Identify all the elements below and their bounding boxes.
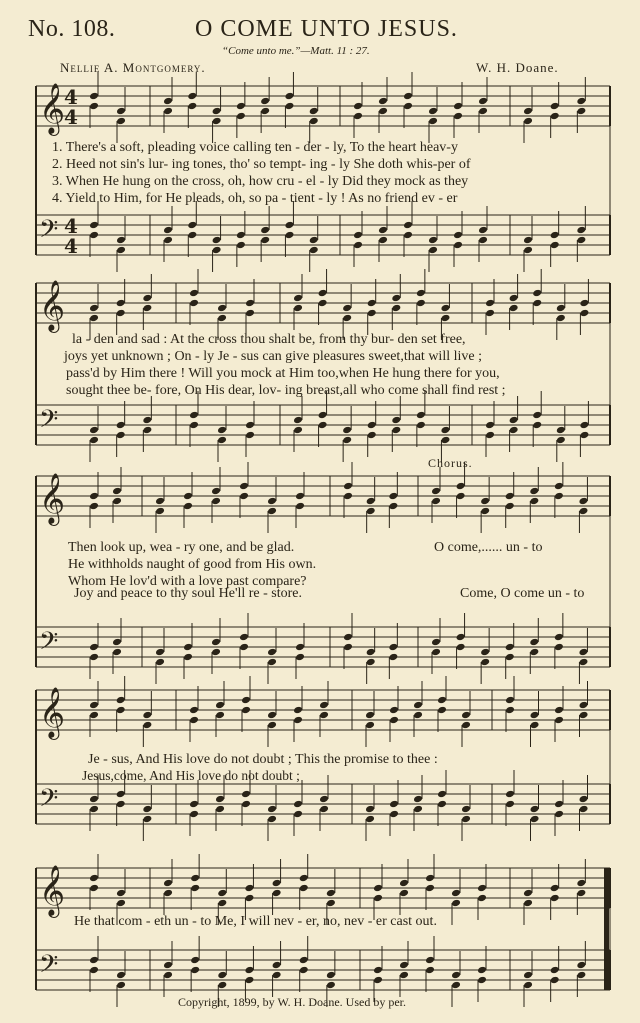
verse-1-line-2: la - den and sad : At the cross thou shalt be, from thy bur- den set free, bbox=[72, 332, 466, 347]
verse-4-line-3: Joy and peace to thy soul He'll re - store. bbox=[74, 586, 303, 601]
chorus-label: Chorus. bbox=[428, 456, 473, 470]
verse-4-line-2: sought thee be- fore, On His dear, lov- ing breast,all who come shall find rest ; bbox=[66, 383, 506, 398]
time-signature-digit: 4 bbox=[64, 214, 78, 238]
chorus-line-2-lower: Jesus,come, And His love do not doubt ; bbox=[82, 768, 300, 783]
chorus-line-2-upper: Je - sus, And His love do not doubt ; This the promise to thee : bbox=[88, 752, 438, 767]
treble-staff-2 bbox=[36, 269, 610, 340]
hymn-number: No. 108. bbox=[28, 16, 116, 42]
scripture-reference: “Come unto me.”—Matt. 11 : 27. bbox=[222, 45, 370, 57]
chorus-line-3: He that com - eth un - to Me, I will nev - er, no, nev - er cast out. bbox=[74, 914, 437, 929]
svg-text:𝄢: 𝄢 bbox=[39, 950, 59, 985]
hymn-title: O COME UNTO JESUS. bbox=[195, 16, 458, 42]
bass-staff-1 bbox=[36, 201, 610, 272]
svg-text:𝄢: 𝄢 bbox=[39, 215, 59, 250]
treble-staff-1 bbox=[36, 72, 610, 143]
svg-text:𝄢: 𝄢 bbox=[39, 627, 59, 662]
composer-credit: W. H. Doane. bbox=[476, 60, 559, 75]
svg-text:𝄢: 𝄢 bbox=[39, 784, 59, 819]
verse-2-line-3: He withholds naught of good from His own. bbox=[68, 557, 317, 572]
verse-3-line-3: Whom He lov'd with a love past compare? bbox=[68, 574, 307, 589]
svg-text:𝄢: 𝄢 bbox=[39, 405, 59, 440]
verse-2-line-1: 2. Heed not sin's lur- ing tones, tho' so tempt- ing - ly She doth whis-per of bbox=[52, 157, 471, 172]
time-signature-digit: 4 bbox=[64, 105, 78, 129]
lyricist-credit: Nellie A. Montgomery. bbox=[60, 60, 206, 75]
copyright-notice: Copyright, 1899, by W. H. Doane. Used by per. bbox=[178, 995, 406, 1009]
svg-text:𝄞: 𝄞 bbox=[39, 473, 66, 524]
svg-text:𝄞: 𝄞 bbox=[39, 83, 66, 134]
time-signature-digit: 4 bbox=[64, 234, 78, 258]
verse-3-line-2: pass'd by Him there ! Will you mock at Him too,when He hung there for you, bbox=[66, 366, 500, 381]
bass-staff-3 bbox=[36, 613, 610, 684]
svg-text:𝄞: 𝄞 bbox=[39, 280, 66, 331]
treble-staff-3 bbox=[36, 462, 610, 533]
treble-staff-4 bbox=[36, 676, 610, 747]
final-barline bbox=[604, 868, 609, 990]
time-signature-digit: 4 bbox=[64, 85, 78, 109]
verse-2-line-2: joys yet unknown ; On - ly Je - sus can give pleasures sweet,that will live ; bbox=[64, 349, 482, 364]
verse-4-line-1: 4. Yield to Him, for He pleads, oh, so pa - tient - ly ! As no friend ev - er bbox=[52, 191, 458, 206]
verse-1-line-1: 1. There's a soft, pleading voice calling ten - der - ly, To the heart heav-y bbox=[52, 140, 458, 155]
svg-text:𝄞: 𝄞 bbox=[39, 865, 66, 916]
verse-1-line-3: Then look up, wea - ry one, and be glad. bbox=[68, 540, 295, 555]
bass-staff-2 bbox=[36, 391, 610, 462]
verse-3-line-1: 3. When He hung on the cross, oh, how cru - el - ly Did they mock as they bbox=[52, 174, 469, 189]
svg-text:𝄞: 𝄞 bbox=[39, 687, 66, 738]
chorus-lower-lyric: Come, O come un - to bbox=[460, 586, 585, 601]
chorus-upper-lyric: O come,...... un - to bbox=[434, 540, 543, 555]
